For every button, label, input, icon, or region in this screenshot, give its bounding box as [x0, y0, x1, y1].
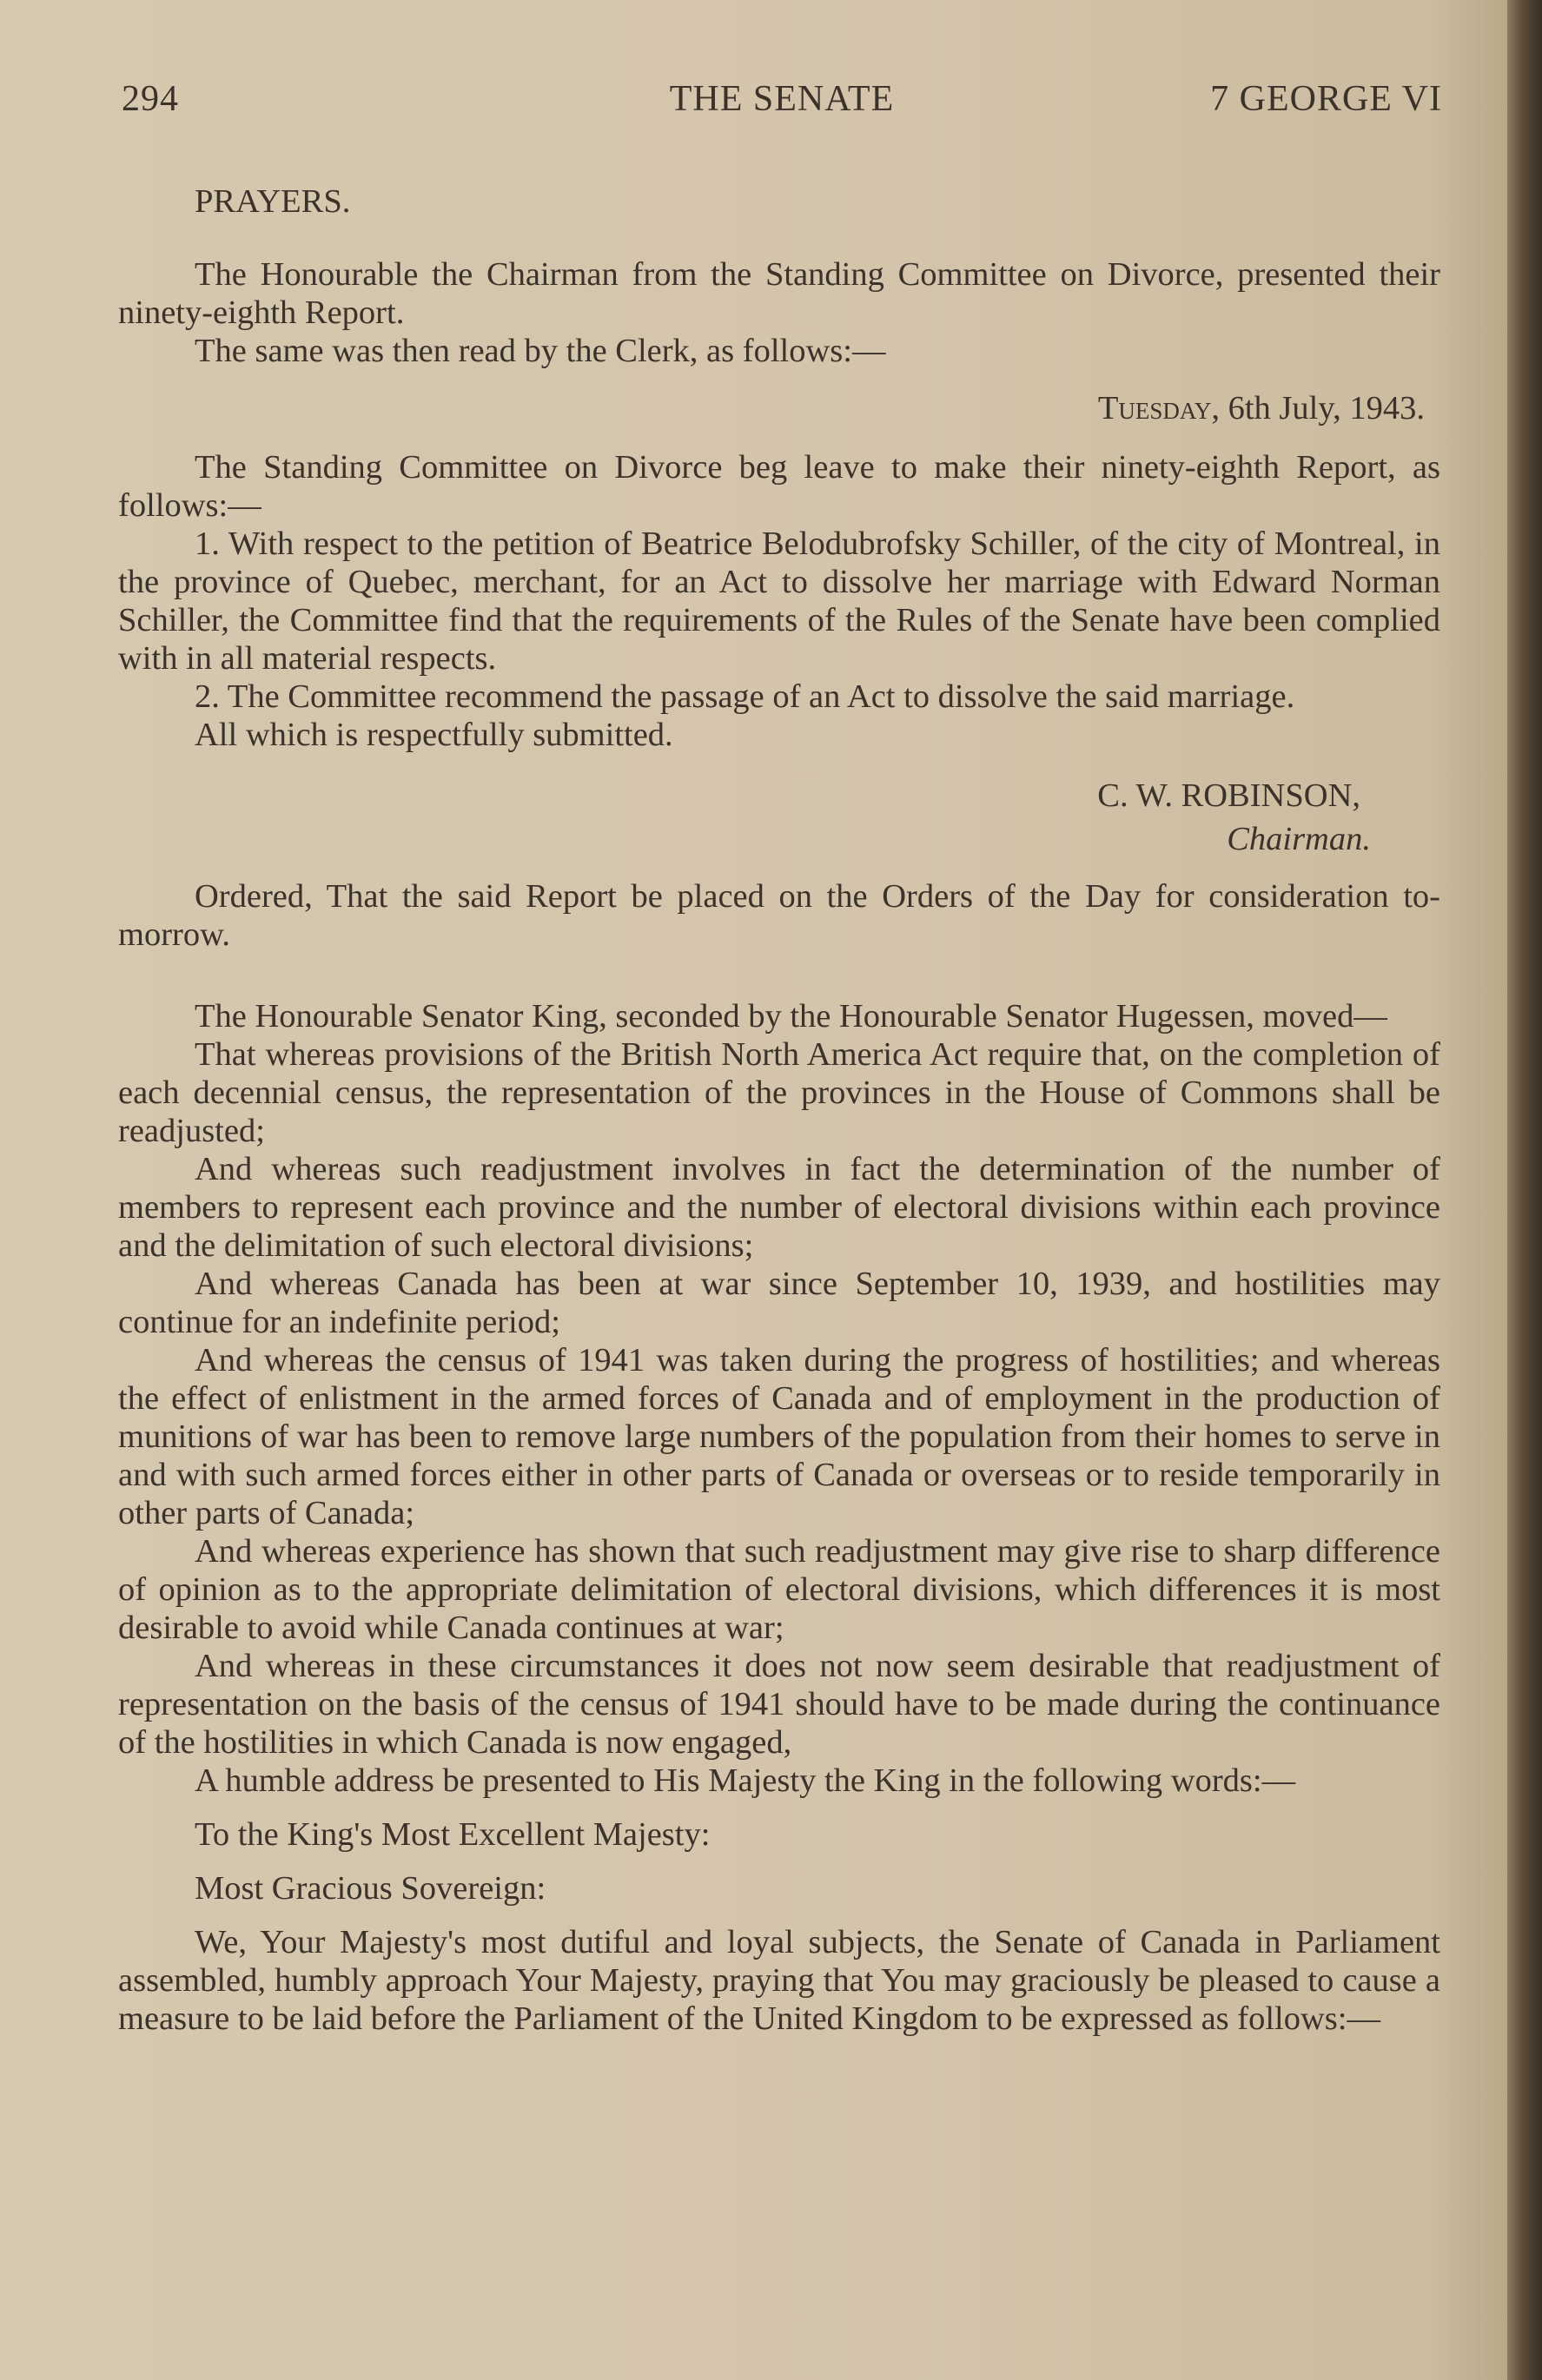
signature-title: Chairman.	[1227, 821, 1371, 857]
signature-name: C. W. ROBINSON,	[1097, 777, 1360, 814]
report-date-rest: , 6th July, 1943.	[1211, 390, 1425, 426]
running-title: THE SENATE	[669, 79, 895, 119]
paragraph: And whereas experience has shown that such readjustment may give rise to sharp difference of opinion as to the appropriate delimitation of electoral divisions, which differences it is most desirable to avoid while Canada continues at war;	[118, 1533, 1440, 1646]
paragraph: The Honourable the Chairman from the Standing Committee on Divorce, presented their ninety-eighth Report.	[118, 256, 1440, 331]
paragraph: That whereas provisions of the British North America Act require that, on the completion of each decennial census, the representation of the provinces in the House of Commons shall be readjusted;	[118, 1036, 1440, 1149]
page-body	[118, 182, 1440, 2038]
book-binding-edge	[1507, 0, 1542, 2380]
paragraph: The Honourable Senator King, seconded by the Honourable Senator Hugessen, moved—	[195, 998, 1387, 1035]
paragraph: All which is respectfully submitted.	[195, 717, 673, 753]
paragraph: The Standing Committee on Divorce beg leave to make their ninety-eighth Report, as follows:—	[118, 449, 1440, 524]
paragraph: Ordered, That the said Report be placed on the Orders of the Day for consideration to-morrow.	[118, 878, 1440, 953]
report-date-day: Tuesday	[1097, 390, 1212, 426]
report-date	[118, 389, 1440, 427]
paragraph: 1. With respect to the petition of Beatrice Belodubrofsky Schiller, of the city of Montreal, in the province of Quebec, merchant, for an Act to dissolve her marriage with Edward Norman Schiller, the Committee find that the requirements of the Rules of the Senate have been complied with in all material respects.	[118, 526, 1440, 677]
section-heading-prayers: PRAYERS.	[195, 183, 351, 220]
salutation: Most Gracious Sovereign:	[195, 1870, 546, 1907]
salutation: To the King's Most Excellent Majesty:	[195, 1816, 711, 1853]
paragraph: And whereas in these circumstances it does not now seem desirable that readjustment of representation on the basis of the census of 1941 should have to be made during the continuance of the hostilities in which Canada is now engaged,	[118, 1648, 1440, 1761]
regnal-year: 7 GEORGE VI	[1210, 79, 1442, 119]
paragraph: And whereas Canada has been at war since September 10, 1939, and hostilities may continue for an indefinite period;	[118, 1266, 1440, 1340]
paragraph: 2. The Committee recommend the passage of an Act to dissolve the said marriage.	[195, 678, 1295, 715]
running-header	[122, 78, 1442, 130]
paragraph: And whereas such readjustment involves in fact the determination of the number of members to represent each province and the number of electoral divisions within each province and the delimitation of such electoral divisions;	[118, 1151, 1440, 1264]
paragraph: We, Your Majesty's most dutiful and loyal subjects, the Senate of Canada in Parliament assembled, humbly approach Your Majesty, praying that You may graciously be pleased to cause a measure to be laid before the Parliament of the United Kingdom to be expressed as follows:—	[118, 1924, 1440, 2037]
paragraph: A humble address be presented to His Majesty the King in the following words:—	[195, 1762, 1296, 1799]
paragraph: The same was then read by the Clerk, as follows:—	[195, 333, 886, 369]
page-number: 294	[122, 79, 179, 119]
paragraph: And whereas the census of 1941 was taken during the progress of hostilities; and whereas the effect of enlistment in the armed forces of Canada and of employment in the production of munitions of war has been to remove large numbers of the population from their homes to serve in and with such armed forces either in other parts of Canada or overseas or to reside temporarily in other parts of Canada;	[118, 1342, 1440, 1531]
